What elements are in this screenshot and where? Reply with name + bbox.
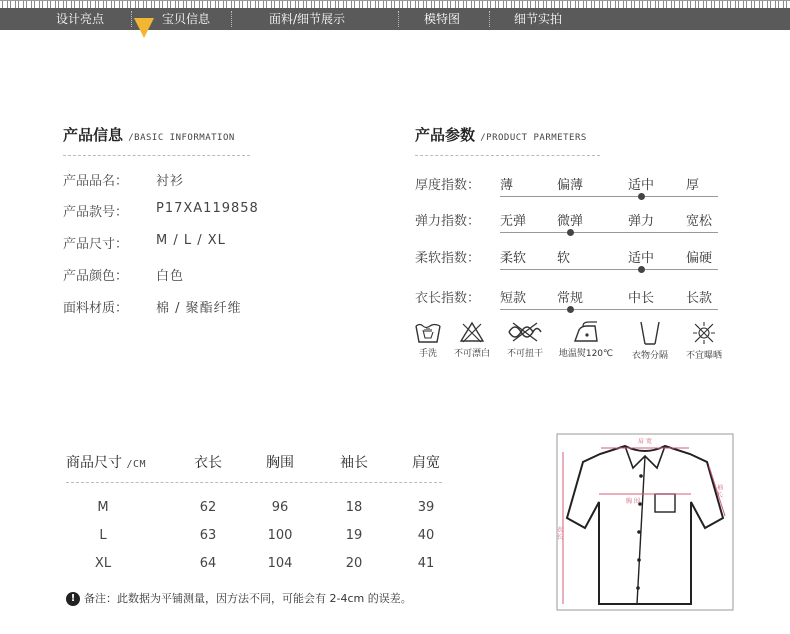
no-wring-icon — [505, 320, 545, 344]
shirt-button — [637, 558, 641, 562]
info-value-material: 棉 / 聚酯纤维 — [156, 301, 242, 316]
shirt-button — [636, 586, 640, 590]
parameter-option: 偏硬 — [686, 251, 713, 266]
parameter-option: 偏薄 — [557, 178, 584, 193]
active-nav-indicator — [134, 18, 154, 38]
basic-info-subtitle: /BASIC INFORMATION — [128, 133, 235, 143]
parameter-selected-marker — [638, 193, 645, 200]
shirt-button — [639, 474, 643, 478]
parameter-selected-marker — [567, 306, 574, 313]
nav-separator — [231, 11, 232, 27]
size-cell: XL — [94, 556, 112, 571]
size-cell: 19 — [345, 528, 363, 543]
size-cell: 64 — [199, 556, 217, 571]
nav-item-detail-photos[interactable]: 细节实拍 — [514, 12, 563, 26]
parameter-option: 宽松 — [686, 214, 713, 229]
size-table-divider — [66, 482, 442, 483]
nav-bar — [0, 8, 790, 30]
parameter-label: 厚度指数： — [415, 178, 481, 193]
parameter-option: 厚 — [686, 178, 700, 193]
care-label: 衣物分隔 — [631, 351, 668, 361]
basic-info-divider — [63, 155, 250, 156]
parameter-option: 无弹 — [500, 214, 527, 229]
nav-item-fabric-details[interactable]: 面料/细节展示 — [269, 12, 346, 26]
warning-icon: ! — [66, 592, 80, 606]
parameter-option: 短款 — [500, 291, 527, 306]
parameter-label: 衣长指数： — [415, 291, 481, 306]
measurement-note — [66, 590, 412, 606]
parameters-subtitle: /PRODUCT PARMETERS — [480, 133, 587, 143]
parameters-divider — [415, 155, 600, 156]
parameter-option: 柔软 — [500, 251, 527, 266]
size-table-title-text: 商品尺寸 — [66, 455, 122, 471]
size-table-title — [66, 452, 146, 472]
shirt-measurement-diagram — [555, 432, 735, 612]
care-label: 不宜曝晒 — [685, 351, 722, 361]
size-table-unit: /CM — [126, 459, 147, 470]
care-no-bleach — [442, 320, 502, 359]
length-measure-label: 衣 长 — [555, 526, 563, 540]
nav-item-product-info[interactable]: 宝贝信息 — [162, 12, 211, 26]
sleeve-measure-label: 袖 长 — [715, 484, 723, 498]
size-cell: 62 — [199, 500, 217, 515]
info-label-color: 产品颜色： — [63, 269, 129, 284]
info-label-material: 面料材质： — [63, 301, 129, 316]
info-value-name: 衬衫 — [156, 174, 185, 189]
care-low-iron — [556, 320, 616, 359]
nav-item-model-photos[interactable]: 模特图 — [424, 12, 461, 26]
low-iron-icon — [569, 320, 603, 344]
info-value-sku: P17XA119858 — [156, 201, 259, 216]
chest-measure-label: 胸 围 — [626, 498, 640, 505]
basic-info-title-text: 产品信息 — [63, 126, 124, 144]
parameter-option: 常规 — [557, 291, 584, 306]
separate-wash-icon — [633, 320, 667, 346]
parameter-scale-line — [500, 196, 718, 197]
care-label: 地温熨120℃ — [558, 349, 614, 359]
parameter-option: 薄 — [500, 178, 514, 193]
parameter-label: 弹力指数： — [415, 214, 481, 229]
care-label: 手洗 — [418, 349, 437, 359]
size-cell: 20 — [345, 556, 363, 571]
note-text: 备注：此数据为平铺测量，因方法不同，可能会有 2-4cm 的误差。 — [84, 592, 412, 605]
info-label-size: 产品尺寸： — [63, 237, 129, 252]
size-cell: M — [97, 500, 109, 515]
info-value-size: M / L / XL — [156, 233, 226, 248]
parameter-option: 弹力 — [628, 214, 655, 229]
care-label: 不可扭干 — [506, 349, 543, 359]
size-cell: 63 — [199, 528, 217, 543]
top-border-decoration — [0, 0, 790, 8]
parameters-title-text: 产品参数 — [415, 126, 476, 144]
col-header-length: 衣长 — [194, 455, 222, 471]
care-no-wring — [495, 320, 555, 359]
info-value-color: 白色 — [156, 269, 185, 284]
parameter-option: 微弹 — [557, 214, 584, 229]
col-header-chest: 胸围 — [266, 455, 294, 471]
hand-wash-icon — [413, 320, 443, 344]
size-cell: 18 — [345, 500, 363, 515]
parameter-scale-line — [500, 269, 718, 270]
parameter-option: 适中 — [628, 178, 655, 193]
parameter-selected-marker — [638, 266, 645, 273]
shirt-outline — [567, 446, 723, 604]
col-header-shoulder: 肩宽 — [412, 455, 440, 471]
parameter-scale-line — [500, 309, 718, 310]
care-label: 不可漂白 — [453, 349, 490, 359]
shirt-button — [637, 530, 641, 534]
parameter-option: 软 — [557, 251, 571, 266]
size-cell: 104 — [267, 556, 293, 571]
parameter-option: 中长 — [628, 291, 655, 306]
parameter-label: 柔软指数： — [415, 251, 481, 266]
size-cell: 40 — [417, 528, 435, 543]
size-cell: 100 — [267, 528, 293, 543]
nav-separator — [489, 11, 490, 27]
parameter-scale-line — [500, 232, 718, 233]
care-no-sun-dry — [674, 320, 734, 361]
size-cell: 39 — [417, 500, 435, 515]
parameters-title — [415, 124, 587, 145]
nav-separator — [398, 11, 399, 27]
parameter-option: 适中 — [628, 251, 655, 266]
care-separate-wash — [620, 320, 680, 361]
info-label-name: 产品品名： — [63, 174, 129, 189]
col-header-sleeve: 袖长 — [340, 455, 368, 471]
info-label-sku: 产品款号： — [63, 205, 129, 220]
parameter-selected-marker — [567, 229, 574, 236]
parameter-option: 长款 — [686, 291, 713, 306]
shoulder-measure-label: 肩 宽 — [638, 438, 652, 445]
nav-item-design-highlights[interactable]: 设计亮点 — [56, 12, 105, 26]
size-cell: 41 — [417, 556, 435, 571]
size-cell: L — [99, 528, 107, 543]
no-sun-dry-icon — [689, 320, 719, 346]
nav-separator — [131, 11, 132, 27]
size-cell: 96 — [271, 500, 289, 515]
no-bleach-icon — [457, 320, 487, 344]
basic-info-title — [63, 124, 235, 145]
